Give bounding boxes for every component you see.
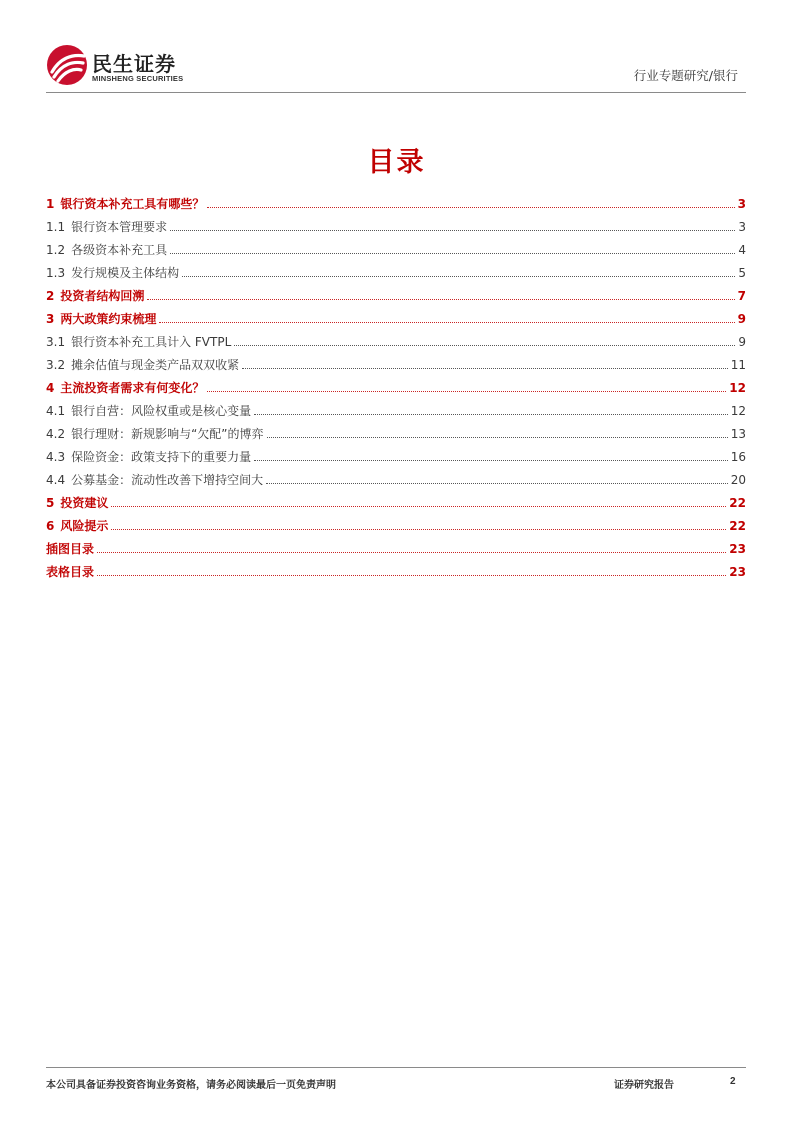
toc-entry-title: 表格目录	[46, 565, 95, 579]
toc-entry[interactable]	[46, 349, 746, 372]
toc-entry-page: 11	[730, 358, 746, 372]
toc-dot-leader	[207, 391, 726, 392]
toc-entry[interactable]	[46, 556, 746, 579]
page-header	[46, 40, 746, 92]
toc-entry[interactable]	[46, 326, 746, 349]
toc-entry-number: 2	[46, 289, 55, 303]
toc-entry[interactable]	[46, 234, 746, 257]
toc-entry-title: 银行理财：新规影响与“欠配”的博弈	[71, 427, 264, 441]
toc-dot-leader	[234, 345, 735, 346]
toc-entry-title: 插图目录	[46, 542, 95, 556]
logo-name-cn: 民生证券	[92, 52, 176, 76]
toc-entry[interactable]	[46, 487, 746, 510]
toc-entry-page: 23	[729, 565, 746, 579]
toc-entry-page: 12	[730, 404, 746, 418]
toc-entry-title: 风险提示	[60, 519, 109, 533]
toc-dot-leader	[111, 506, 726, 507]
toc-entry-title: 公募基金：流动性改善下增持空间大	[71, 473, 264, 487]
toc-entry[interactable]	[46, 464, 746, 487]
toc-dot-leader	[97, 552, 726, 553]
footer-report-type: 证券研究报告	[614, 1080, 674, 1091]
toc-entry-title: 发行规模及主体结构	[71, 266, 180, 280]
toc-dot-leader	[111, 529, 726, 530]
toc-entry[interactable]	[46, 533, 746, 556]
toc-entry-title: 投资建议	[60, 496, 109, 510]
header-divider	[46, 92, 746, 93]
toc-entry-number: 4.2	[46, 427, 66, 441]
toc-entry-title: 投资者结构回溯	[60, 289, 145, 303]
toc-entry[interactable]	[46, 418, 746, 441]
toc-dot-leader	[207, 207, 734, 208]
logo-name-en: MINSHENG SECURITIES	[92, 74, 184, 83]
toc-entry-number: 4.4	[46, 473, 66, 487]
toc-entry-page: 22	[729, 519, 746, 533]
toc-entry-page: 9	[737, 312, 746, 326]
toc-entry[interactable]	[46, 395, 746, 418]
toc-dot-leader	[147, 299, 734, 300]
toc-entry-page: 23	[729, 542, 746, 556]
toc-entry-page: 5	[738, 266, 746, 280]
toc-entry-title: 摊余估值与现金类产品双双收紧	[71, 358, 240, 372]
toc-entry-number: 5	[46, 496, 55, 510]
footer-divider	[46, 1067, 746, 1068]
toc-entry[interactable]	[46, 280, 746, 303]
toc-entry-page: 16	[730, 450, 746, 464]
toc-entry[interactable]	[46, 257, 746, 280]
toc-entry-title: 银行资本管理要求	[71, 220, 168, 234]
toc-entry-number: 1.1	[46, 220, 66, 234]
toc-entry-number: 3.2	[46, 358, 66, 372]
toc-entry-title: 银行资本补充工具有哪些？	[60, 197, 205, 211]
toc-entry-page: 7	[737, 289, 746, 303]
toc-entry-page: 3	[737, 197, 746, 211]
toc-entry-number: 1	[46, 197, 55, 211]
toc-dot-leader	[242, 368, 728, 369]
toc-entry-page: 13	[730, 427, 746, 441]
toc-entry-page: 20	[730, 473, 746, 487]
minsheng-logo-icon	[46, 44, 88, 86]
toc-entry-number: 4.1	[46, 404, 66, 418]
toc-entry[interactable]	[46, 303, 746, 326]
toc-entry-page: 9	[738, 335, 746, 349]
toc-dot-leader	[170, 253, 735, 254]
toc-entry-number: 4.3	[46, 450, 66, 464]
toc-entry-page: 4	[738, 243, 746, 257]
footer-page-number: 2	[730, 1076, 736, 1087]
toc-entry[interactable]	[46, 441, 746, 464]
report-category: 行业专题研究/银行	[633, 68, 738, 83]
toc-entry-title: 主流投资者需求有何变化？	[60, 381, 205, 395]
toc-entry-title: 银行自营：风险权重或是核心变量	[71, 404, 252, 418]
toc-entry-number: 6	[46, 519, 55, 533]
toc-entry-number: 3.1	[46, 335, 66, 349]
toc-entry[interactable]	[46, 211, 746, 234]
toc-entry-title: 各级资本补充工具	[71, 243, 168, 257]
toc-dot-leader	[254, 460, 728, 461]
toc-entry-number: 1.2	[46, 243, 66, 257]
toc-entry-page: 22	[729, 496, 746, 510]
toc-dot-leader	[97, 575, 726, 576]
toc-dot-leader	[266, 483, 728, 484]
toc-title: 目录	[367, 147, 426, 178]
toc-dot-leader	[159, 322, 734, 323]
toc-entry-page: 3	[738, 220, 746, 234]
toc-entry-number: 1.3	[46, 266, 66, 280]
toc-dot-leader	[182, 276, 735, 277]
toc-entry-number: 3	[46, 312, 55, 326]
toc-entry-title: 两大政策约束梳理	[60, 312, 157, 326]
toc-entry-number: 4	[46, 381, 55, 395]
toc-entry[interactable]	[46, 372, 746, 395]
toc-entry-title: 保险资金：政策支持下的重要力量	[71, 450, 252, 464]
toc-entry-title: 银行资本补充工具计入 FVTPL	[71, 335, 232, 349]
footer-disclaimer: 本公司具备证券投资咨询业务资格，请务必阅读最后一页免责声明	[46, 1080, 336, 1091]
table-of-contents	[46, 188, 746, 579]
toc-entry[interactable]	[46, 188, 746, 211]
toc-dot-leader	[267, 437, 728, 438]
toc-dot-leader	[170, 230, 735, 231]
toc-entry-page: 12	[729, 381, 746, 395]
toc-dot-leader	[254, 414, 728, 415]
toc-entry[interactable]	[46, 510, 746, 533]
